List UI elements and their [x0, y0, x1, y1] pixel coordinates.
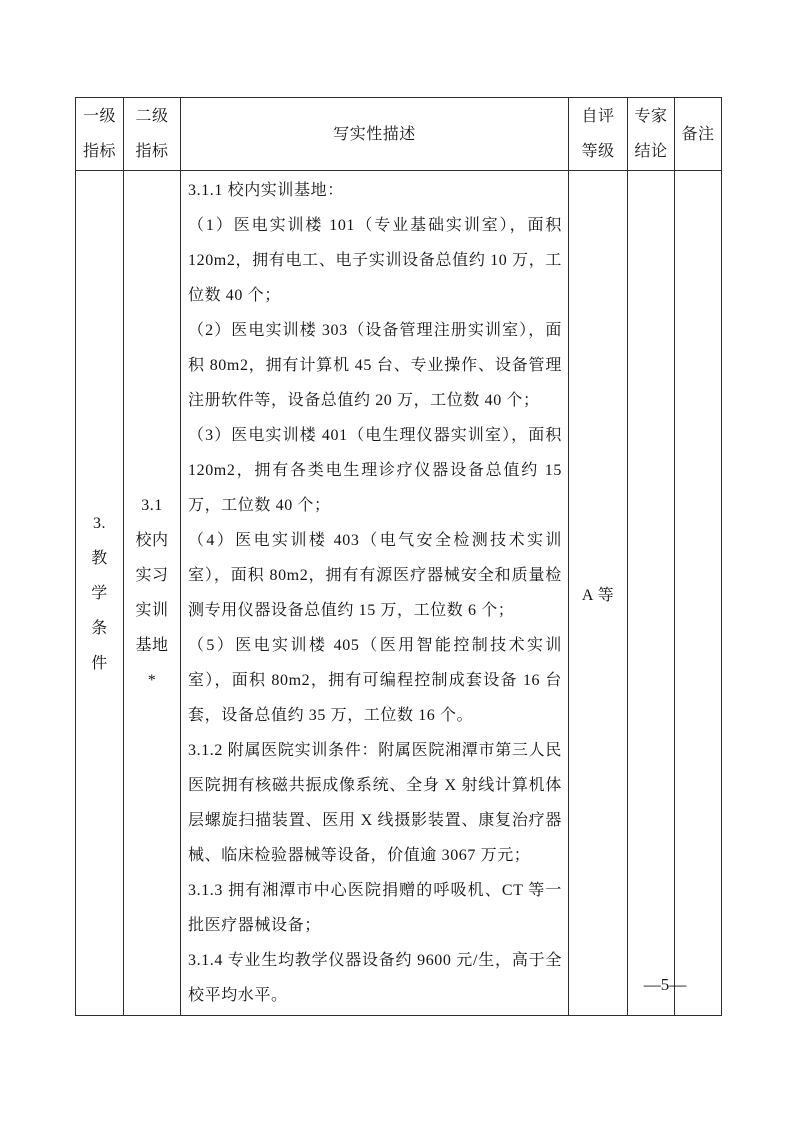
- cell-level2-indicator: 3.1 校内 实习 实训 基地 *: [124, 171, 181, 1016]
- header-level2-indicator: 二级 指标: [124, 98, 181, 171]
- cell-description: 3.1.1 校内实训基地： （1）医电实训楼 101（专业基础实训室），面积 120m2，拥有电工、电子实训设备总值约 10 万，工位数 40 个； （2）医电实训楼 303（设备管理注册实训室），面积 80m2，拥有计算机 45 台、专业操作、设备管理注册软件等，设备总值约 20 万，工位数 40 个； （3）医电实训楼 401（电生理仪器实训室），面积 120m2，拥有各类电生理诊疗仪器设备总值约 15 万，工位数 40 个； （4）医电实训楼 403（电气安全检测技术实训室），面积 80m2，拥有有源医疗器械安全和质量检测专用仪器设备总值约 15 万，工位数 6 个； （5）医电实训楼 405（医用智能控制技术实训室），面积 80m2，拥有可编程控制成套设备 16 台套，设备总值约 35 万，工位数 16 个。 3.1.2 附属医院实训条件：附属医院湘潭市第三人民医院拥有核磁共振成像系统、全身 X 射线计算机体层螺旋扫描装置、医用 X 线摄影装置、康复治疗器械、临床检验器械等设备，价值逾 3067 万元； 3.1.3 拥有湘潭市中心医院捐赠的呼吸机、CT 等一批医疗器械设备； 3.1.4 专业生均教学仪器设备约 9600 元/生，高于全校平均水平。: [181, 171, 569, 1016]
- cell-level1-indicator: 3. 教 学 条 件: [76, 171, 124, 1016]
- cell-remarks: [675, 171, 722, 1016]
- table-header-row: [76, 98, 722, 171]
- header-expert-conclusion: 专家 结论: [628, 98, 675, 171]
- evaluation-table: [75, 97, 722, 1016]
- header-level1-indicator: 一级 指标: [76, 98, 124, 171]
- cell-self-rating: A 等: [569, 171, 628, 1016]
- header-description: 写实性描述: [181, 98, 569, 171]
- header-remarks: 备注: [675, 98, 722, 171]
- header-self-rating: 自评 等级: [569, 98, 628, 171]
- page-number: —5—: [643, 975, 687, 994]
- cell-expert-conclusion: [628, 171, 675, 1016]
- table-body-row: [76, 171, 722, 1016]
